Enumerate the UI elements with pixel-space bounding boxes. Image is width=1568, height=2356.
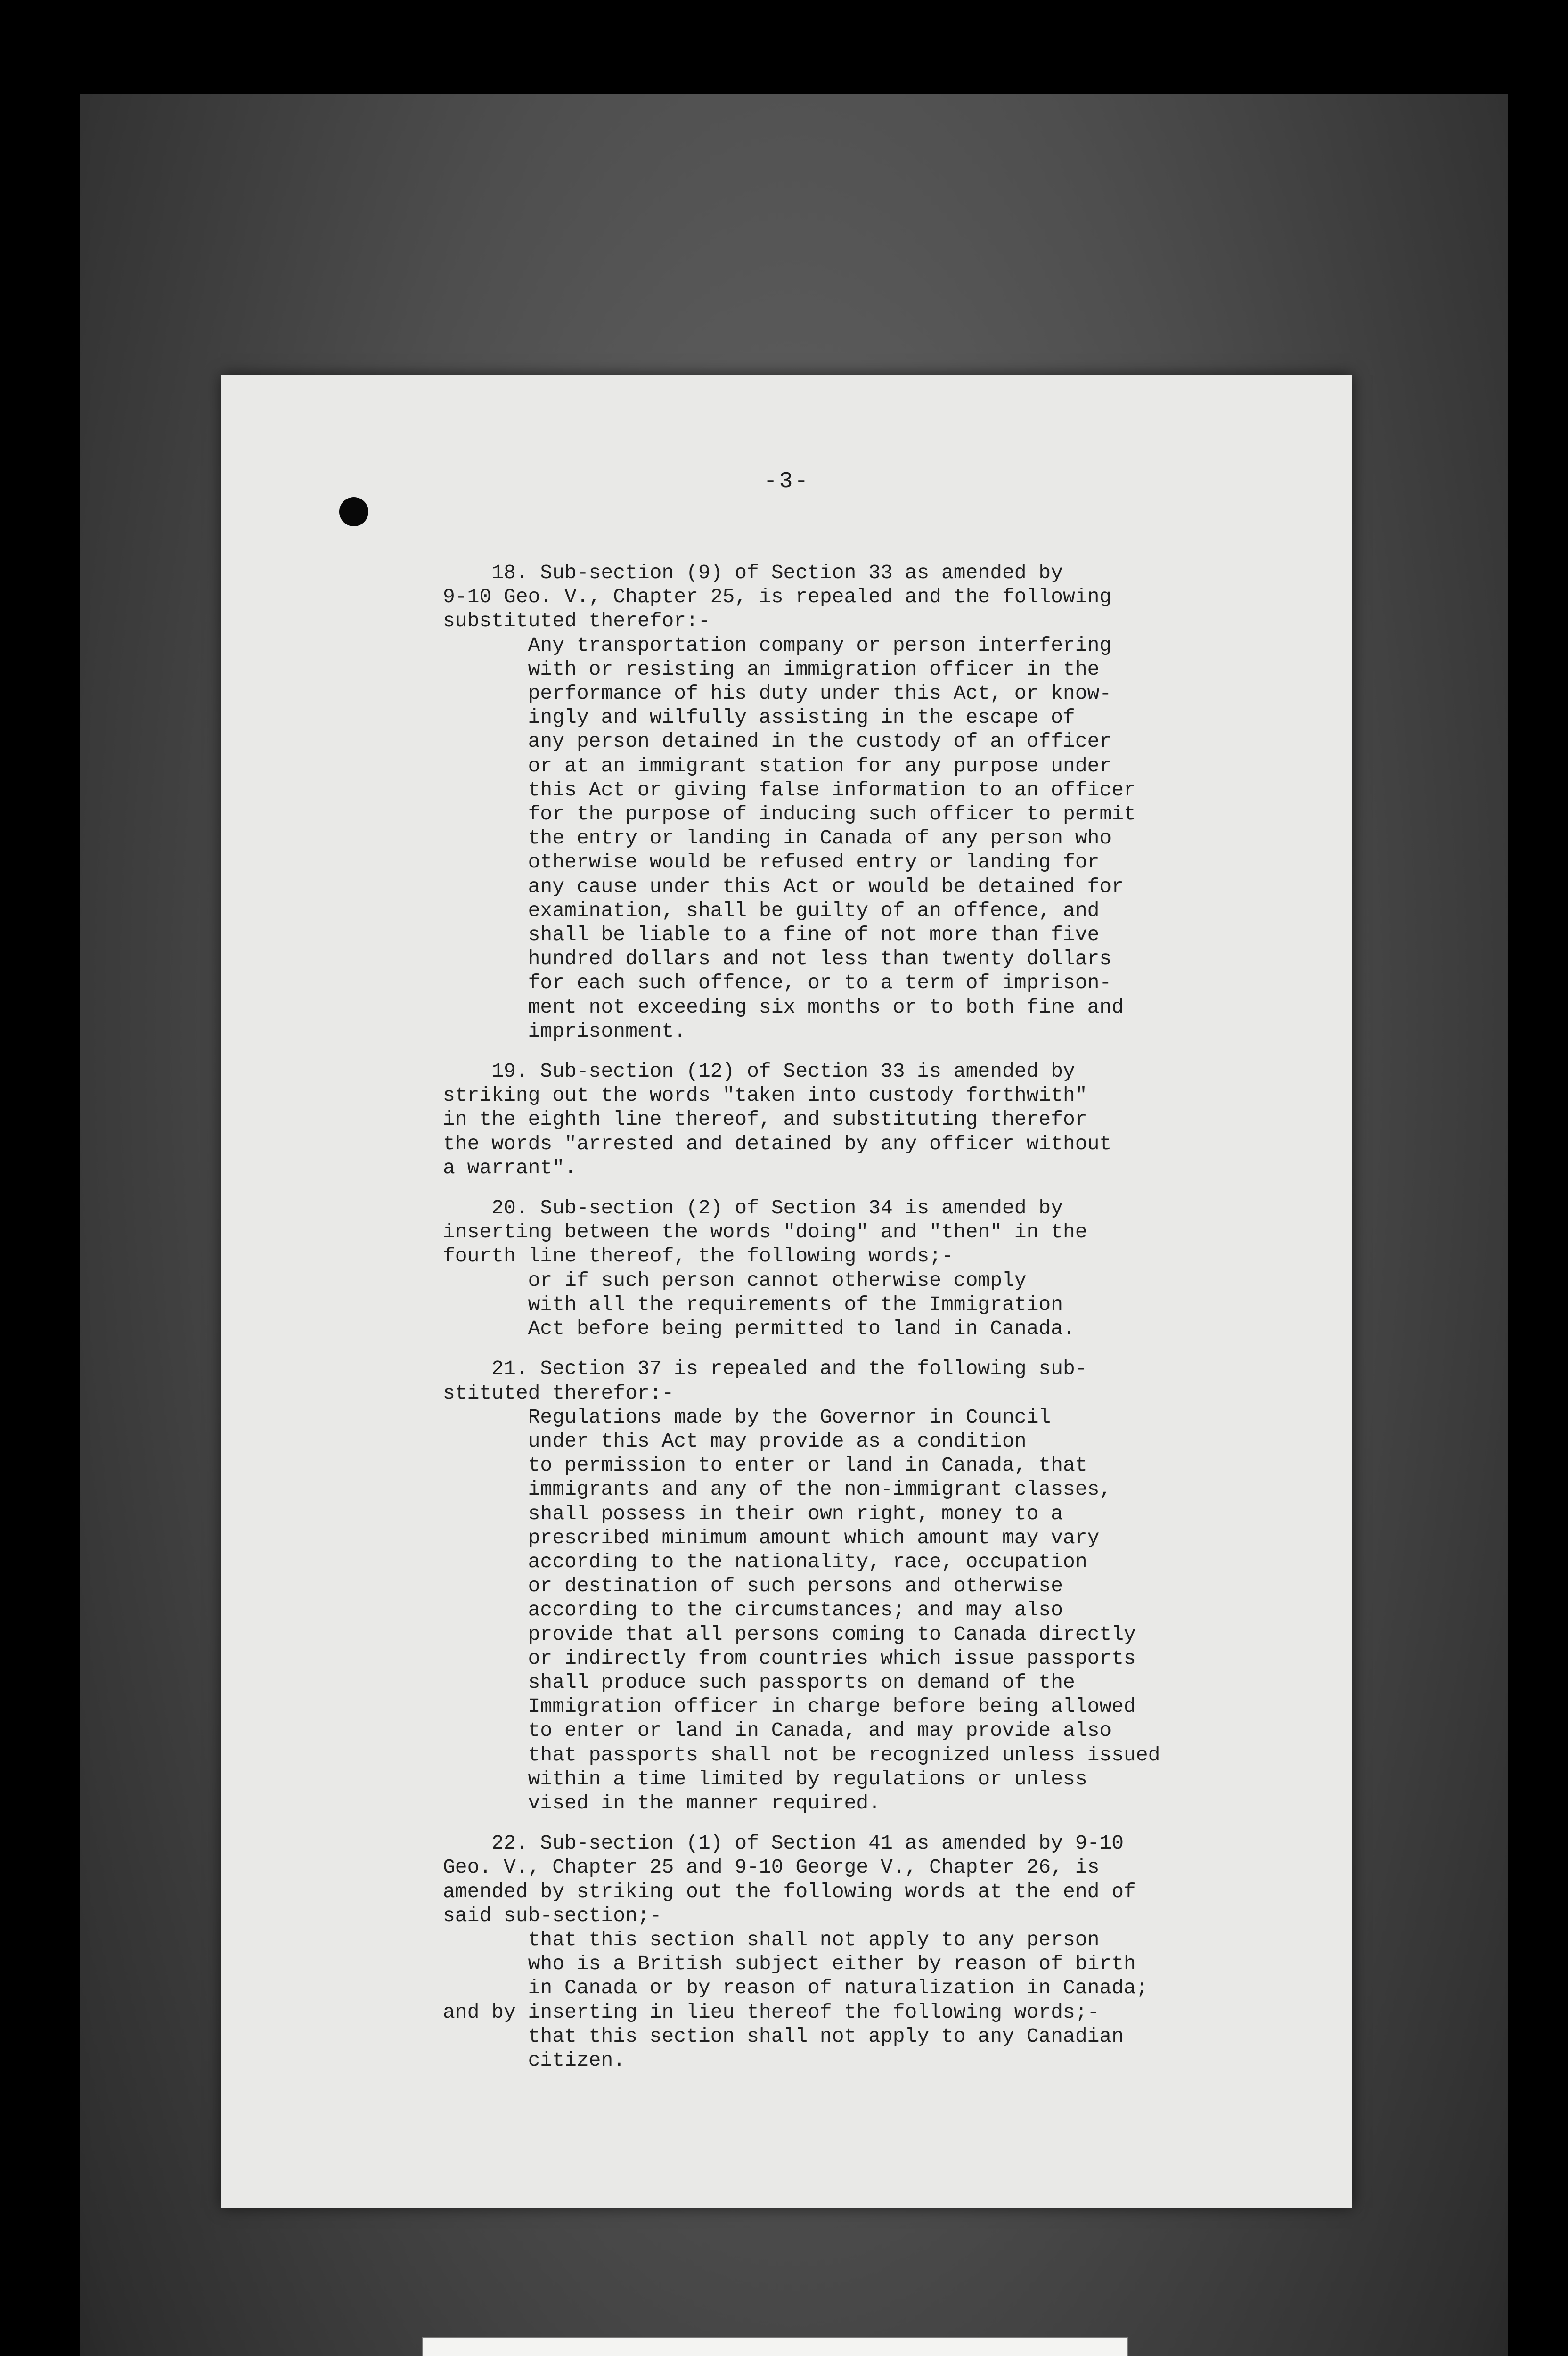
text-line: said sub-section;-: [443, 1904, 662, 1927]
text-line: 20. Sub-section (2) of Section 34 is amended by: [443, 1196, 1063, 1220]
page-number: -3-: [763, 469, 810, 494]
text-line: within a time limited by regulations or unless: [443, 1767, 1087, 1791]
text-line: the words "arrested and detained by any officer without: [443, 1132, 1112, 1155]
text-line: stituted therefor:-: [443, 1381, 674, 1405]
text-line: prescribed minimum amount which amount may vary: [443, 1526, 1100, 1549]
text-line: that passports shall not be recognized unless issued: [443, 1743, 1160, 1767]
text-line: otherwise would be refused entry or landing for: [443, 851, 1100, 874]
text-line: who is a British subject either by reason of birth: [443, 1952, 1136, 1976]
text-line: any cause under this Act or would be detained for: [443, 875, 1124, 898]
text-line: amended by striking out the following words at the end of: [443, 1880, 1136, 1903]
text-line: or at an immigrant station for any purpose under: [443, 754, 1112, 777]
text-line: for the purpose of inducing such officer to permit: [443, 802, 1136, 826]
text-line: 22. Sub-section (1) of Section 41 as amended by 9-10: [443, 1832, 1124, 1855]
paragraph-gap: [443, 1341, 1338, 1357]
text-line: with or resisting an immigration officer in the: [443, 657, 1100, 681]
text-line: striking out the words "taken into custody forthwith": [443, 1084, 1087, 1107]
text-line: Act before being permitted to land in Canada.: [443, 1317, 1075, 1341]
text-line: that this section shall not apply to any person: [443, 1928, 1100, 1951]
text-line: according to the nationality, race, occupation: [443, 1550, 1087, 1573]
text-line: this Act or giving false information to an officer: [443, 778, 1136, 802]
text-line: examination, shall be guilty of an offence, and: [443, 899, 1100, 922]
text-line: ingly and wilfully assisting in the escape of: [443, 706, 1075, 729]
punch-hole: [339, 497, 368, 526]
text-line: vised in the manner required.: [443, 1791, 881, 1815]
text-line: to enter or land in Canada, and may provide also: [443, 1719, 1112, 1742]
text-line: a warrant".: [443, 1156, 577, 1179]
text-line: shall possess in their own right, money to a: [443, 1502, 1063, 1525]
text-line: shall produce such passports on demand of the: [443, 1670, 1075, 1694]
text-line: shall be liable to a fine of not more than five: [443, 923, 1100, 947]
text-line: performance of his duty under this Act, or know-: [443, 682, 1112, 705]
text-line: for each such offence, or to a term of imprison-: [443, 971, 1112, 995]
text-line: hundred dollars and not less than twenty dollars: [443, 947, 1112, 971]
text-line: with all the requirements of the Immigration: [443, 1293, 1063, 1316]
text-line: or if such person cannot otherwise comply: [443, 1268, 1027, 1292]
text-line: Immigration officer in charge before being allowed: [443, 1695, 1136, 1718]
document-page: [221, 375, 1352, 2208]
text-line: 21. Section 37 is repealed and the following sub-: [443, 1357, 1087, 1381]
text-line: ment not exceeding six months or to both fine and: [443, 995, 1124, 1019]
text-line: Any transportation company or person interfering: [443, 633, 1112, 657]
text-line: to permission to enter or land in Canada, that: [443, 1454, 1087, 1477]
text-line: according to the circumstances; and may also: [443, 1598, 1063, 1622]
paragraph-gap: [443, 1180, 1338, 1196]
text-line: in Canada or by reason of naturalization in Canada;: [443, 1976, 1148, 2000]
text-line: under this Act may provide as a condition: [443, 1429, 1027, 1453]
text-line: 19. Sub-section (12) of Section 33 is amended by: [443, 1060, 1075, 1083]
text-line: provide that all persons coming to Canada directly: [443, 1622, 1136, 1646]
paragraph-gap: [443, 1815, 1338, 1831]
text-line: citizen.: [443, 2048, 626, 2072]
text-line: that this section shall not apply to any Canadian: [443, 2024, 1124, 2048]
text-line: or destination of such persons and otherwise: [443, 1574, 1063, 1598]
text-line: fourth line thereof, the following words;-: [443, 1244, 954, 1268]
text-line: Regulations made by the Governor in Council: [443, 1405, 1051, 1429]
archive-reference-label: [422, 2337, 1128, 2356]
text-line: inserting between the words "doing" and "then" in the: [443, 1220, 1087, 1244]
text-line: any person detained in the custody of an officer: [443, 730, 1112, 753]
text-line: Geo. V., Chapter 25 and 9-10 George V., Chapter 26, is: [443, 1856, 1100, 1879]
paragraph-gap: [443, 1043, 1338, 1059]
text-line: the entry or landing in Canada of any person who: [443, 826, 1112, 850]
document-body: [443, 561, 1338, 2072]
text-line: imprisonment.: [443, 1019, 686, 1043]
text-line: or indirectly from countries which issue passports: [443, 1646, 1136, 1670]
text-line: 18. Sub-section (9) of Section 33 as amended by: [443, 561, 1063, 584]
text-line: substituted therefor:-: [443, 609, 710, 633]
text-line: and by inserting in lieu thereof the following words;-: [443, 2000, 1100, 2024]
text-line: immigrants and any of the non-immigrant classes,: [443, 1478, 1112, 1501]
text-line: in the eighth line thereof, and substituting therefor: [443, 1108, 1087, 1131]
text-line: 9-10 Geo. V., Chapter 25, is repealed and the following: [443, 585, 1112, 609]
